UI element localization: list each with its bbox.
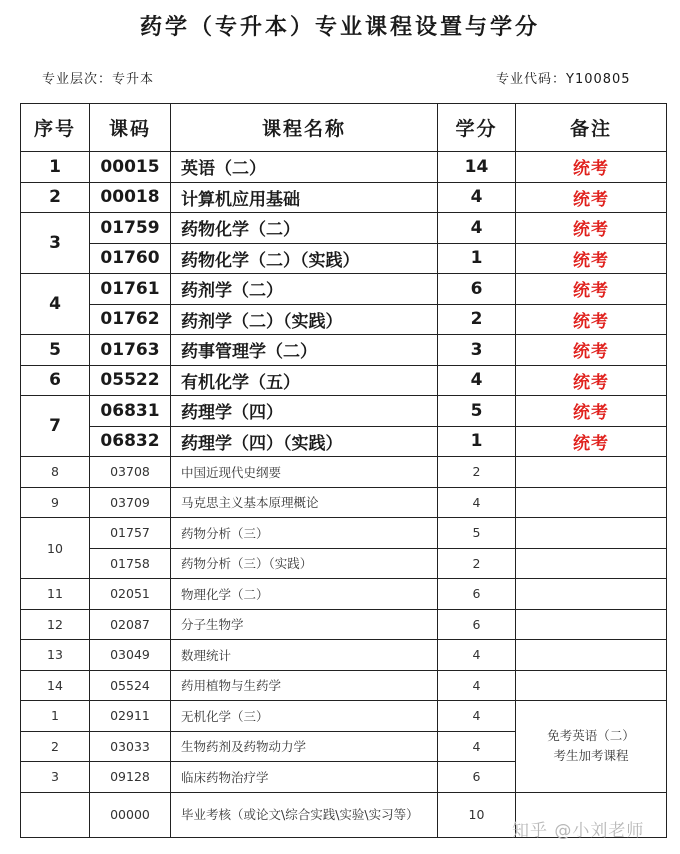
row-seq: 4 xyxy=(21,274,90,335)
row-seq xyxy=(21,792,90,837)
row-credit: 4 xyxy=(438,213,516,244)
row-name: 药物化学（二）（实践） xyxy=(171,243,438,274)
row-remark-tongkao: 统考 xyxy=(516,426,667,457)
row-code: 00018 xyxy=(90,182,171,213)
table-row xyxy=(21,518,667,549)
row-credit: 2 xyxy=(438,548,516,579)
table-row xyxy=(21,548,667,579)
table-header-row xyxy=(21,104,667,152)
row-credit: 4 xyxy=(438,365,516,396)
row-seq: 13 xyxy=(21,640,90,671)
row-seq: 2 xyxy=(21,182,90,213)
row-code: 00015 xyxy=(90,152,171,183)
row-remark-tongkao: 统考 xyxy=(516,182,667,213)
table-row xyxy=(21,396,667,427)
row-remark-tongkao: 统考 xyxy=(516,274,667,305)
row-credit: 14 xyxy=(438,152,516,183)
row-remark-tongkao: 统考 xyxy=(516,243,667,274)
row-name: 毕业考核（或论文\综合实践\实验\实习等） xyxy=(171,792,438,837)
table-row xyxy=(21,304,667,335)
row-name: 药理学（四） xyxy=(171,396,438,427)
header-seq: 序号 xyxy=(21,104,90,152)
header-name: 课程名称 xyxy=(171,104,438,152)
table-row xyxy=(21,457,667,488)
table-row xyxy=(21,670,667,701)
major-level xyxy=(42,68,154,87)
row-credit: 4 xyxy=(438,487,516,518)
course-table xyxy=(20,103,667,838)
row-name: 分子生物学 xyxy=(171,609,438,640)
row-name: 计算机应用基础 xyxy=(171,182,438,213)
row-code: 01759 xyxy=(90,213,171,244)
row-credit: 4 xyxy=(438,731,516,762)
row-name: 药用植物与生药学 xyxy=(171,670,438,701)
row-name: 马克思主义基本原理概论 xyxy=(171,487,438,518)
row-seq: 3 xyxy=(21,762,90,793)
row-code: 01762 xyxy=(90,304,171,335)
row-seq: 2 xyxy=(21,731,90,762)
row-remark-tongkao: 统考 xyxy=(516,213,667,244)
row-name: 有机化学（五） xyxy=(171,365,438,396)
row-credit: 4 xyxy=(438,701,516,732)
table-row xyxy=(21,426,667,457)
page-title: 药学（专升本）专业课程设置与学分 xyxy=(139,15,540,40)
table-row xyxy=(21,182,667,213)
row-remark-tongkao: 统考 xyxy=(516,152,667,183)
table-row xyxy=(21,640,667,671)
row-name: 药物分析（三）（实践） xyxy=(171,548,438,579)
table-row xyxy=(21,609,667,640)
row-remark xyxy=(516,579,667,610)
row-remark xyxy=(516,457,667,488)
row-credit: 2 xyxy=(438,304,516,335)
zhihu-watermark: 知乎 @小刘老师 xyxy=(512,821,645,841)
table-row xyxy=(21,152,667,183)
table-row xyxy=(21,335,667,366)
row-seq: 5 xyxy=(21,335,90,366)
row-credit: 6 xyxy=(438,762,516,793)
row-credit: 10 xyxy=(438,792,516,837)
row-code: 03049 xyxy=(90,640,171,671)
row-name: 药物分析（三） xyxy=(171,518,438,549)
table-row xyxy=(21,701,667,732)
row-remark xyxy=(516,670,667,701)
table-row xyxy=(21,243,667,274)
row-seq: 3 xyxy=(21,213,90,274)
row-credit: 4 xyxy=(438,640,516,671)
exempt-note-line2: 考生加考课程 xyxy=(553,748,629,764)
row-code: 01761 xyxy=(90,274,171,305)
row-remark xyxy=(516,487,667,518)
row-remark-tongkao: 统考 xyxy=(516,365,667,396)
major-code xyxy=(496,68,631,87)
row-remark-tongkao: 统考 xyxy=(516,396,667,427)
row-code: 01763 xyxy=(90,335,171,366)
row-code: 01757 xyxy=(90,518,171,549)
row-seq: 10 xyxy=(21,518,90,579)
row-remark-tongkao: 统考 xyxy=(516,304,667,335)
row-code: 02087 xyxy=(90,609,171,640)
row-remark xyxy=(516,548,667,579)
row-name: 中国近现代史纲要 xyxy=(171,457,438,488)
row-name: 药物化学（二） xyxy=(171,213,438,244)
row-remark xyxy=(516,640,667,671)
exempt-note-line1: 免考英语（二） xyxy=(547,728,635,744)
row-code: 02051 xyxy=(90,579,171,610)
row-seq: 1 xyxy=(21,701,90,732)
row-credit: 1 xyxy=(438,243,516,274)
row-code: 03709 xyxy=(90,487,171,518)
row-seq: 1 xyxy=(21,152,90,183)
row-code: 06832 xyxy=(90,426,171,457)
row-credit: 4 xyxy=(438,670,516,701)
table-row xyxy=(21,213,667,244)
row-code: 09128 xyxy=(90,762,171,793)
row-code: 06831 xyxy=(90,396,171,427)
exempt-english-note xyxy=(516,701,667,793)
row-name: 无机化学（三） xyxy=(171,701,438,732)
row-credit: 3 xyxy=(438,335,516,366)
row-credit: 4 xyxy=(438,182,516,213)
row-seq: 7 xyxy=(21,396,90,457)
row-name: 药剂学（二）（实践） xyxy=(171,304,438,335)
row-code: 02911 xyxy=(90,701,171,732)
row-remark-tongkao: 统考 xyxy=(516,335,667,366)
header-remark: 备注 xyxy=(516,104,667,152)
row-seq: 6 xyxy=(21,365,90,396)
row-name: 临床药物治疗学 xyxy=(171,762,438,793)
row-credit: 6 xyxy=(438,274,516,305)
row-name: 英语（二） xyxy=(171,152,438,183)
row-name: 药理学（四）（实践） xyxy=(171,426,438,457)
row-code: 00000 xyxy=(90,792,171,837)
row-name: 生物药剂及药物动力学 xyxy=(171,731,438,762)
row-remark xyxy=(516,518,667,549)
level-value: 专升本 xyxy=(112,72,155,87)
level-label: 专业层次： xyxy=(42,72,113,87)
row-name: 药事管理学（二） xyxy=(171,335,438,366)
row-code: 01758 xyxy=(90,548,171,579)
row-code: 03033 xyxy=(90,731,171,762)
row-credit: 5 xyxy=(438,396,516,427)
table-row xyxy=(21,487,667,518)
row-code: 05524 xyxy=(90,670,171,701)
row-seq: 12 xyxy=(21,609,90,640)
code-value: Y100805 xyxy=(566,72,631,87)
row-seq: 8 xyxy=(21,457,90,488)
row-credit: 5 xyxy=(438,518,516,549)
row-code: 03708 xyxy=(90,457,171,488)
row-seq: 14 xyxy=(21,670,90,701)
table-row xyxy=(21,274,667,305)
row-credit: 6 xyxy=(438,609,516,640)
row-seq: 9 xyxy=(21,487,90,518)
row-name: 数理统计 xyxy=(171,640,438,671)
row-code: 05522 xyxy=(90,365,171,396)
row-name: 药剂学（二） xyxy=(171,274,438,305)
row-credit: 6 xyxy=(438,579,516,610)
code-label: 专业代码： xyxy=(496,72,567,87)
row-credit: 2 xyxy=(438,457,516,488)
row-code: 01760 xyxy=(90,243,171,274)
table-row xyxy=(21,579,667,610)
table-row xyxy=(21,365,667,396)
row-remark xyxy=(516,609,667,640)
row-credit: 1 xyxy=(438,426,516,457)
header-credit: 学分 xyxy=(438,104,516,152)
row-seq: 11 xyxy=(21,579,90,610)
header-code: 课码 xyxy=(90,104,171,152)
row-name: 物理化学（二） xyxy=(171,579,438,610)
